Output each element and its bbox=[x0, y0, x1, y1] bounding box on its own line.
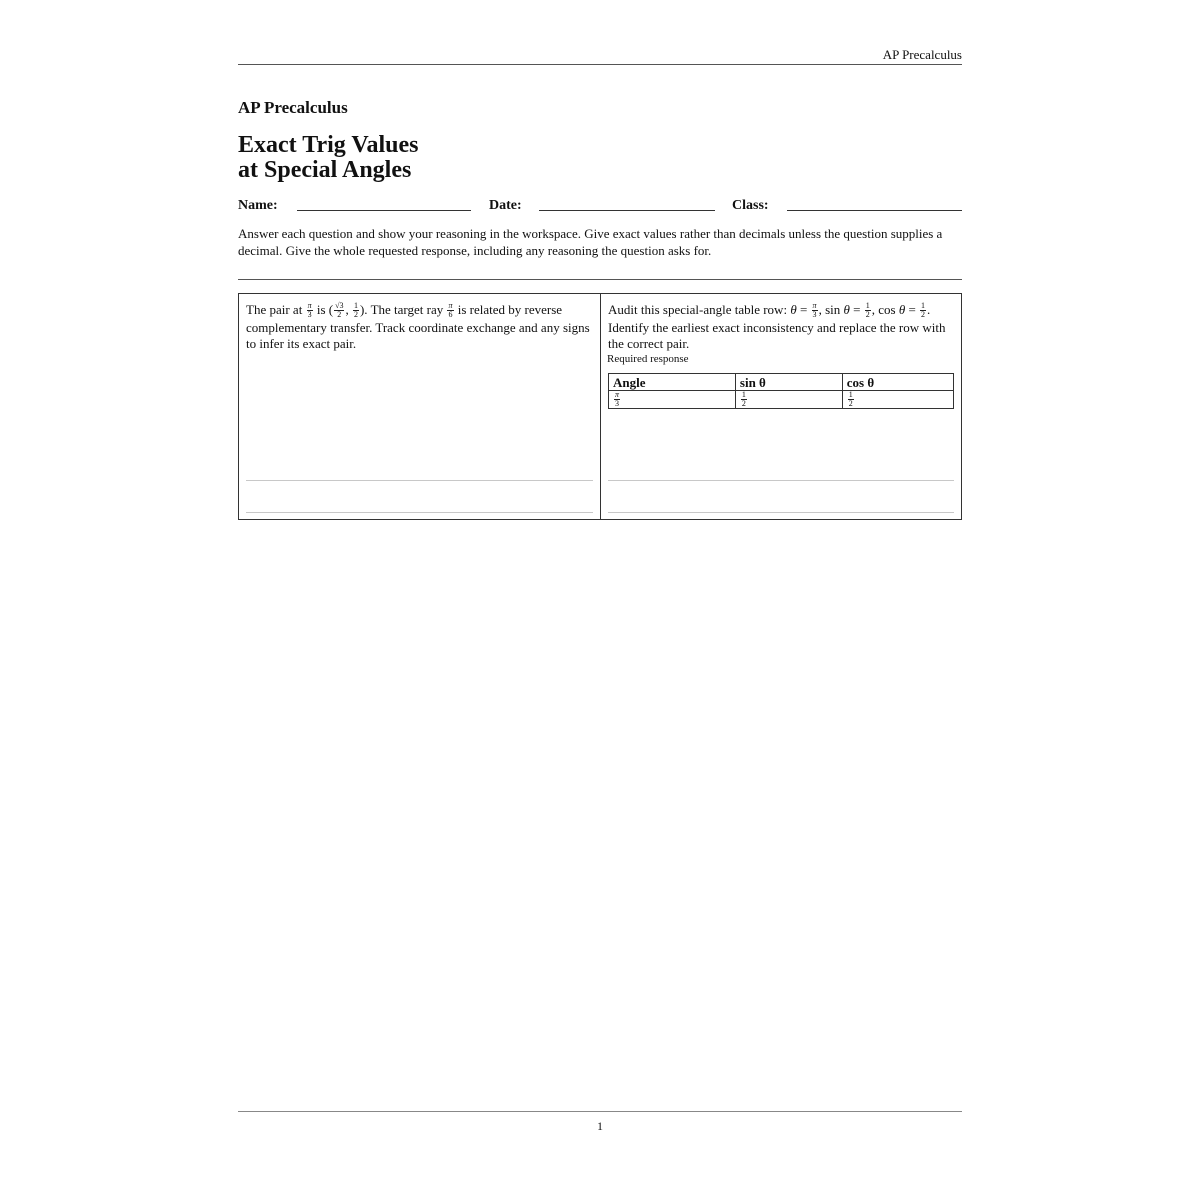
column-header-angle: Angle bbox=[609, 374, 736, 391]
name-field[interactable] bbox=[297, 210, 471, 211]
fraction-sqrt3-over-2: $\frac{√3}{2}$ bbox=[335, 300, 344, 319]
student-info-fields bbox=[238, 198, 962, 216]
column-header-sin: sin θ bbox=[735, 374, 842, 391]
answer-line[interactable] bbox=[608, 512, 954, 513]
fraction-1-over-2: $\frac{1}{2}$ bbox=[865, 300, 870, 319]
column-header-cos: cos θ bbox=[842, 374, 953, 391]
table-row bbox=[609, 391, 954, 409]
footer-divider bbox=[238, 1111, 962, 1112]
title-line-2: at Special Angles bbox=[238, 157, 412, 183]
running-header: AP Precalculus bbox=[882, 47, 962, 62]
header-divider bbox=[238, 64, 962, 65]
page-number: 1 bbox=[597, 1119, 603, 1133]
fraction-1-over-2: $\frac{1}{2}$ bbox=[353, 300, 358, 319]
date-field[interactable] bbox=[539, 210, 715, 211]
class-field[interactable] bbox=[787, 210, 962, 211]
answer-line[interactable] bbox=[246, 512, 593, 513]
cell-sin[interactable]: $\frac{1}{2}$ bbox=[735, 391, 842, 409]
instructions-divider bbox=[238, 279, 962, 280]
question-card-1 bbox=[238, 293, 601, 520]
fraction-pi-over-6: $\frac{\pi}{6}$ bbox=[448, 300, 453, 319]
title-line-1: Exact Trig Values bbox=[238, 132, 419, 158]
response-table bbox=[608, 373, 954, 409]
fraction-1-over-2: $\frac{1}{2}$ bbox=[921, 300, 926, 319]
table-header-row bbox=[609, 374, 954, 391]
class-label: Class: bbox=[732, 198, 769, 213]
name-label: Name: bbox=[238, 198, 278, 213]
answer-line[interactable] bbox=[246, 480, 593, 481]
fraction-pi-over-3: $\frac{\pi}{3}$ bbox=[812, 300, 817, 319]
cell-cos[interactable]: $\frac{1}{2}$ bbox=[842, 391, 953, 409]
course-name: AP Precalculus bbox=[238, 98, 348, 117]
cell-angle[interactable]: $\frac{\pi}{3}$ bbox=[609, 391, 736, 409]
date-label: Date: bbox=[489, 198, 522, 213]
answer-line[interactable] bbox=[608, 480, 954, 481]
fraction-pi-over-3: $\frac{\pi}{3}$ bbox=[307, 300, 312, 319]
question-2-text: Audit this special-angle table row: θ = $\frac{\pi}{3}$ , sin θ = $\frac{1}{2}$ , cos θ = $\frac{1}{2}$ . Identify the earliest exact inconsistency and replace the row with the correct pair. bbox=[608, 300, 946, 351]
required-response-label: Required response bbox=[607, 353, 689, 365]
instructions: Answer each question and show your reasoning in the workspace. Give exact values rather than decimals unless the question supplies a decimal. Give the whole requested response, including any reasoning the question asks for. bbox=[238, 226, 943, 258]
worksheet-title bbox=[238, 133, 418, 183]
worksheet-page bbox=[238, 0, 962, 1200]
question-1-text: The pair at $\frac{\pi}{3}$ is ( $\frac{√3}{2}$ , $\frac{1}{2}$ ). The target ray $\frac{\pi}{6}$ is related by reverse complementary transfer. Track coordinate exchange and any signs to infer its exact pair. bbox=[246, 300, 590, 351]
